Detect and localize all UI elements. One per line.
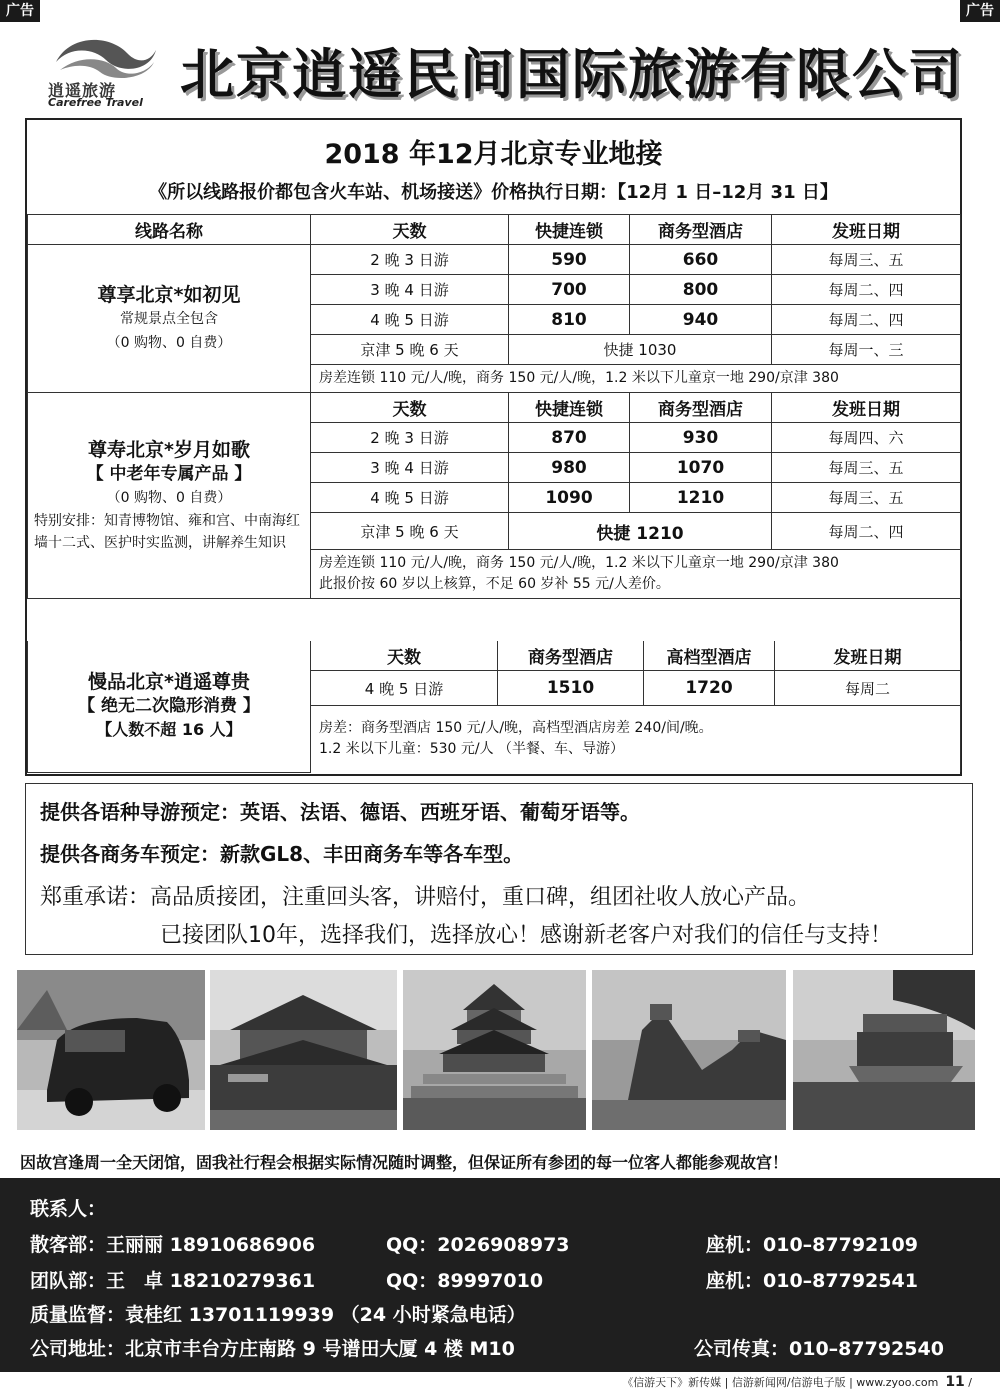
route1-name: 尊享北京*如初见 [97,283,241,306]
route2-name-cell [28,393,311,599]
route-table [27,214,961,599]
contact-retail-qq: QQ：2026908973 [386,1234,570,1256]
route3-tag: 【 绝无二次隐形消费 】 [78,696,260,717]
photo-great-wall [592,970,786,1130]
route2-note1: 房差连锁 110 元/人/晚，商务 150 元/人/晚，1.2 米以下儿童京一地 290/京津 380 [319,555,839,571]
route3-note1: 房差：商务型酒店 150 元/人/晚，高档型酒店房差 240/间/晚。 [319,720,713,736]
company-logo [40,28,170,110]
promise-text: 郑重承诺：高品质接团，注重回头客，讲赔付，重口碑，组团社收人放心产品。 [40,885,811,910]
route2-line2: （0 购物、0 自费） [106,489,232,506]
contact-group-qq: QQ：89997010 [386,1270,544,1292]
photo-temple-of-heaven [403,970,586,1130]
table-cell: 4 晚 5 日游 [311,305,509,335]
contact-panel [0,1178,1000,1372]
table-cell: 每周三、五 [772,483,961,513]
table-cell: 1510 [498,671,644,706]
col-business: 商务型酒店 [498,641,644,671]
table-cell: 1090 [509,483,630,513]
contact-fax: 公司传真：010–87792540 [694,1338,944,1360]
table-cell: 1720 [644,671,775,706]
table-cell: 每周二、四 [772,305,961,335]
vehicle-service: 提供各商务车预定：新款GL8、丰田商务车等各车型。 [40,842,524,866]
route2-tag: 【 中老年专属产品 】 [86,463,252,484]
col-days: 天数 [311,215,509,245]
table-cell: 700 [509,275,630,305]
col-route: 线路名称 [28,215,311,245]
price-box [25,118,962,776]
page-footer: 《信游天下》新传媒 | 信游新闻网/信游电子版 | www.zyoo.com 11 / [622,1374,972,1390]
table-cell: 1210 [630,483,772,513]
swirl-logo-icon [50,32,160,80]
photo-car [17,970,205,1130]
col-days: 天数 [311,641,498,671]
col-dates: 发班日期 [775,641,961,671]
col-dates: 发班日期 [772,393,961,423]
table-cell: 每周二、四 [772,513,961,550]
table-cell: 660 [630,245,772,275]
table-cell: 每周三、五 [772,245,961,275]
table-cell: 2 晚 3 日游 [311,245,509,275]
col-premium: 高档型酒店 [644,641,775,671]
table-cell: 1070 [630,453,772,483]
table-cell: 590 [509,245,630,275]
table-cell: 940 [630,305,772,335]
table-cell: 3 晚 4 日游 [311,453,509,483]
contact-retail-phone: 座机：010–87792109 [706,1234,918,1256]
table-cell: 800 [630,275,772,305]
route3-name-cell [28,641,311,772]
contact-quality: 质量监督：袁桂红 13701119939 （24 小时紧急电话） [30,1304,526,1326]
route3-note [311,706,961,773]
route3-table [27,641,961,773]
ad-tag-right: 广告 [960,0,1000,22]
table-cell: 每周二 [775,671,961,706]
table-cell: 4 晚 5 日游 [311,671,498,706]
route1-note: 房差连锁 110 元/人/晚，商务 150 元/人/晚，1.2 米以下儿童京一地 290/京津 380 [311,365,961,393]
table-cell: 980 [509,453,630,483]
route1-name-cell [28,245,311,393]
table-row [28,245,961,275]
route2-name: 尊寿北京*岁月如歌 [88,438,250,461]
route3-note2: 1.2 米以下儿童：530 元/人 （半餐、车、导游） [319,741,625,757]
header [40,28,970,110]
table-cell: 4 晚 5 日游 [311,483,509,513]
route2-special: 特别安排：知青博物馆、雍和宫、中南海红墙十二式、医护时实监测，讲解养生知识 [34,512,300,551]
table-header-row [28,641,961,671]
route2-note [311,550,961,599]
table-cell: 每周一、三 [772,335,961,365]
table-cell: 每周三、五 [772,453,961,483]
col-business: 商务型酒店 [630,393,772,423]
footer-text: 《信游天下》新传媒 | 信游新闻网/信游电子版 | www.zyoo.com [622,1376,939,1389]
col-dates: 发班日期 [772,215,961,245]
ad-tag-left: 广告 [0,0,40,22]
contact-title: 联系人： [30,1198,107,1220]
table-cell: 京津 5 晚 6 天 [311,335,509,365]
col-express: 快捷连锁 [509,215,630,245]
table-header-row [28,393,961,423]
route3-name: 慢品北京*逍遥尊贵 [88,671,250,694]
contact-retail: 散客部：王丽丽 18910686906 [30,1234,316,1256]
table-cell: 快捷 1210 [509,513,772,550]
col-business: 商务型酒店 [630,215,772,245]
palace-notice: 因故宫逢周一全天闭馆，固我社行程会根据实际情况随时调整，但保证所有参团的每一位客人都能参观故宫！ [20,1153,789,1172]
col-express: 快捷连锁 [509,393,630,423]
contact-group-phone: 座机：010–87792541 [706,1270,918,1292]
table-cell: 快捷 1030 [509,335,772,365]
price-title: 2018 年12月北京专业地接 [324,139,663,170]
route1-line2: （0 购物、0 自费） [106,334,232,351]
page-number: 11 [945,1374,965,1390]
route1-line1: 常规景点全包含 [120,310,218,327]
table-cell: 2 晚 3 日游 [311,423,509,453]
table-cell: 3 晚 4 日游 [311,275,509,305]
photo-marble-boat [793,970,975,1130]
table-cell: 京津 5 晚 6 天 [311,513,509,550]
company-name: 北京逍遥民间国际旅游有限公司 [180,43,964,106]
contact-address: 公司地址：北京市丰台方庄南路 9 号谱田大厦 4 楼 M10 [30,1338,515,1360]
col-days: 天数 [311,393,509,423]
table-cell: 每周四、六 [772,423,961,453]
table-cell: 每周二、四 [772,275,961,305]
logo-en: Carefree Travel [48,96,143,109]
table-cell: 930 [630,423,772,453]
photo-strip [17,970,975,1130]
route3-line2: 【人数不超 16 人】 [96,720,242,740]
table-header-row [28,215,961,245]
table-cell: 810 [509,305,630,335]
route2-note2: 此报价按 60 岁以上核算，不足 60 岁补 55 元/人差价。 [319,576,670,592]
guide-service: 提供各语种导游预定：英语、法语、德语、西班牙语、葡萄牙语等。 [40,800,640,824]
photo-tiananmen [210,970,397,1130]
logo-cn: 逍遥旅游 [48,81,117,100]
table-cell: 870 [509,423,630,453]
info-box [25,783,973,955]
contact-group: 团队部：王 卓 18210279361 [30,1270,316,1292]
experience-text: 已接团队10年，选择我们，选择放心！感谢新老客户对我们的信任与支持！ [160,923,892,948]
price-subtitle: 《所以线路报价都包含火车站、机场接送》价格执行日期：【12月 1 日–12月 31 日】 [149,182,838,203]
